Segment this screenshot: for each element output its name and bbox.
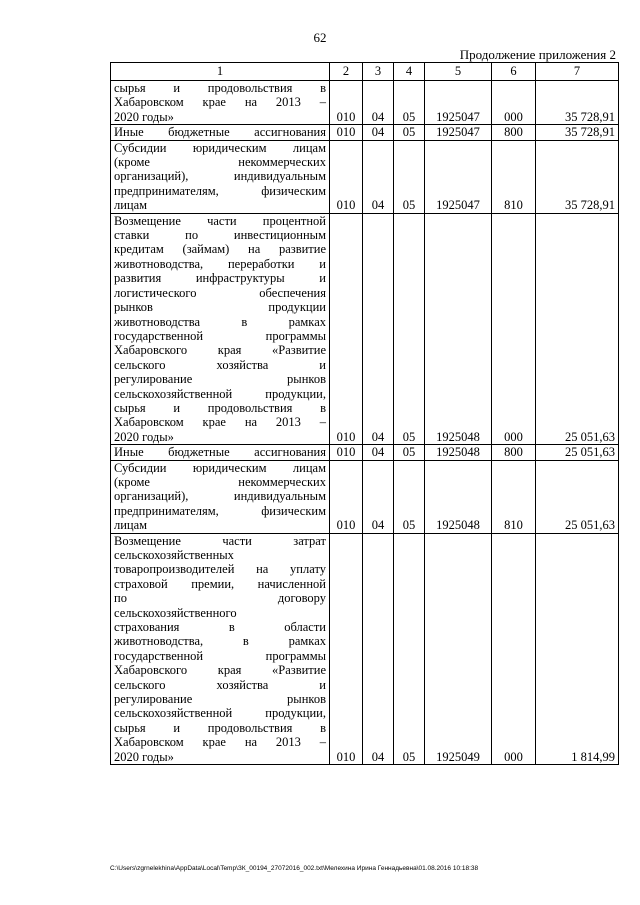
column-6-code: 800 [492, 445, 536, 460]
table-row [111, 533, 619, 765]
row-name-line: сельского хозяйства и [114, 677, 326, 692]
column-4-code: 05 [394, 140, 425, 213]
column-4-code: 05 [394, 81, 425, 125]
header-col-5: 5 [425, 63, 492, 81]
column-3-code: 04 [363, 533, 394, 765]
row-name-line: лицам [114, 198, 148, 213]
column-7-amount: 35 728,91 [536, 81, 619, 125]
row-name [111, 125, 330, 140]
budget-table [110, 62, 619, 765]
row-name [111, 140, 330, 213]
row-name-line: Иные бюджетные ассигнования [114, 125, 326, 140]
table-header-row [111, 63, 619, 81]
row-name-line: Хабаровского края «Развитие [114, 663, 326, 678]
row-name-line: кредитам (займам) на развитие [114, 242, 326, 257]
column-3-code: 04 [363, 445, 394, 460]
row-name-line: предпринимателям, физическим [114, 183, 326, 198]
column-3-code: 04 [363, 140, 394, 213]
row-name-line: Возмещение части затрат [114, 533, 326, 548]
row-name-line: 2020 годы» [114, 109, 174, 124]
row-name-line: Хабаровском крае на 2013 – [114, 735, 326, 750]
file-path-footer: C:\Users\zgrnelekhina\AppData\Local\Temp\ЗК_00194_27072016_002.txt\Мелехина Ирина Геннадьевна\01.08.2016 10:18:38 [110, 865, 479, 872]
row-name [111, 460, 330, 533]
row-name-line: 2020 годы» [114, 749, 174, 764]
column-6-code: 800 [492, 125, 536, 140]
row-name-line: животноводства в рамках [114, 314, 326, 329]
row-name-line: (кроме некоммерческих [114, 155, 326, 170]
column-5-code: 1925048 [425, 445, 492, 460]
row-name [111, 445, 330, 460]
column-4-code: 05 [394, 445, 425, 460]
column-4-code: 05 [394, 533, 425, 765]
row-name-line: животноводства, переработки и [114, 256, 326, 271]
row-name-line: рынков продукции [114, 300, 326, 315]
row-name-line: 2020 годы» [114, 429, 174, 444]
row-name-line: сельскохозяйственного [114, 605, 237, 620]
column-6-code: 000 [492, 81, 536, 125]
row-name-line: организаций), индивидуальным [114, 169, 326, 184]
row-name-line: развития инфраструктуры и [114, 271, 326, 286]
row-name-line: Возмещение части процентной [114, 213, 326, 228]
column-5-code: 1925047 [425, 140, 492, 213]
row-name-line: сельскохозяйственной продукции, [114, 386, 326, 401]
row-name-line: страховой премии, начисленной [114, 576, 326, 591]
header-col-3: 3 [363, 63, 394, 81]
column-7-amount: 25 051,63 [536, 460, 619, 533]
row-name [111, 81, 330, 125]
column-5-code: 1925048 [425, 213, 492, 445]
column-6-code: 810 [492, 460, 536, 533]
page-number: 62 [313, 30, 327, 45]
column-2-code: 010 [330, 445, 363, 460]
column-6-code: 810 [492, 140, 536, 213]
row-name-line: (кроме некоммерческих [114, 474, 326, 489]
row-name-line: сырья и продовольствия в [114, 720, 326, 735]
row-name-line: страхования в области [114, 620, 326, 635]
row-name-line: регулирование рынков [114, 692, 326, 707]
column-7-amount: 25 051,63 [536, 445, 619, 460]
header-col-4: 4 [394, 63, 425, 81]
column-4-code: 05 [394, 460, 425, 533]
row-name-line: Хабаровского края «Развитие [114, 343, 326, 358]
row-name-line: логистического обеспечения [114, 285, 326, 300]
row-name-line: Хабаровском крае на 2013 – [114, 95, 326, 110]
column-6-code: 000 [492, 213, 536, 445]
column-5-code: 1925047 [425, 81, 492, 125]
row-name-line: государственной программы [114, 328, 326, 343]
row-name-line: сырья и продовольствия в [114, 81, 326, 95]
row-name-line: животноводства, в рамках [114, 634, 326, 649]
column-7-amount: 35 728,91 [536, 125, 619, 140]
row-name-line: товаропроизводителей на уплату [114, 562, 326, 577]
column-2-code: 010 [330, 533, 363, 765]
column-2-code: 010 [330, 140, 363, 213]
column-4-code: 05 [394, 125, 425, 140]
table-row [111, 460, 619, 533]
row-name-line: сырья и продовольствия в [114, 400, 326, 415]
table-row [111, 213, 619, 445]
row-name [111, 213, 330, 445]
column-4-code: 05 [394, 213, 425, 445]
row-name-line: предпринимателям, физическим [114, 503, 326, 518]
row-name-line: сельского хозяйства и [114, 357, 326, 372]
column-6-code: 000 [492, 533, 536, 765]
row-name-line: Субсидии юридическим лицам [114, 460, 326, 475]
row-name-line: Хабаровском крае на 2013 – [114, 415, 326, 430]
row-name-line: Иные бюджетные ассигнования [114, 445, 326, 460]
header-col-7: 7 [536, 63, 619, 81]
header-col-1: 1 [111, 63, 330, 81]
table-row [111, 125, 619, 140]
column-3-code: 04 [363, 81, 394, 125]
column-3-code: 04 [363, 125, 394, 140]
continuation-label: Продолжение приложения 2 [459, 47, 616, 62]
header-col-6: 6 [492, 63, 536, 81]
row-name-line: Субсидии юридическим лицам [114, 140, 326, 155]
column-5-code: 1925048 [425, 460, 492, 533]
column-5-code: 1925047 [425, 125, 492, 140]
column-7-amount: 25 051,63 [536, 213, 619, 445]
column-2-code: 010 [330, 213, 363, 445]
column-5-code: 1925049 [425, 533, 492, 765]
row-name-line: сельскохозяйственной продукции, [114, 706, 326, 721]
table-row [111, 140, 619, 213]
table-row [111, 81, 619, 125]
column-7-amount: 35 728,91 [536, 140, 619, 213]
row-name [111, 533, 330, 765]
row-name-line: по договору [114, 591, 326, 606]
column-7-amount: 1 814,99 [536, 533, 619, 765]
column-2-code: 010 [330, 81, 363, 125]
row-name-line: организаций), индивидуальным [114, 489, 326, 504]
row-name-line: лицам [114, 518, 148, 533]
row-name-line: ставки по инвестиционным [114, 228, 326, 243]
header-col-2: 2 [330, 63, 363, 81]
column-3-code: 04 [363, 213, 394, 445]
column-2-code: 010 [330, 460, 363, 533]
row-name-line: сельскохозяйственных [114, 548, 234, 562]
table-row [111, 445, 619, 460]
column-3-code: 04 [363, 460, 394, 533]
row-name-line: государственной программы [114, 648, 326, 663]
column-2-code: 010 [330, 125, 363, 140]
row-name-line: регулирование рынков [114, 372, 326, 387]
